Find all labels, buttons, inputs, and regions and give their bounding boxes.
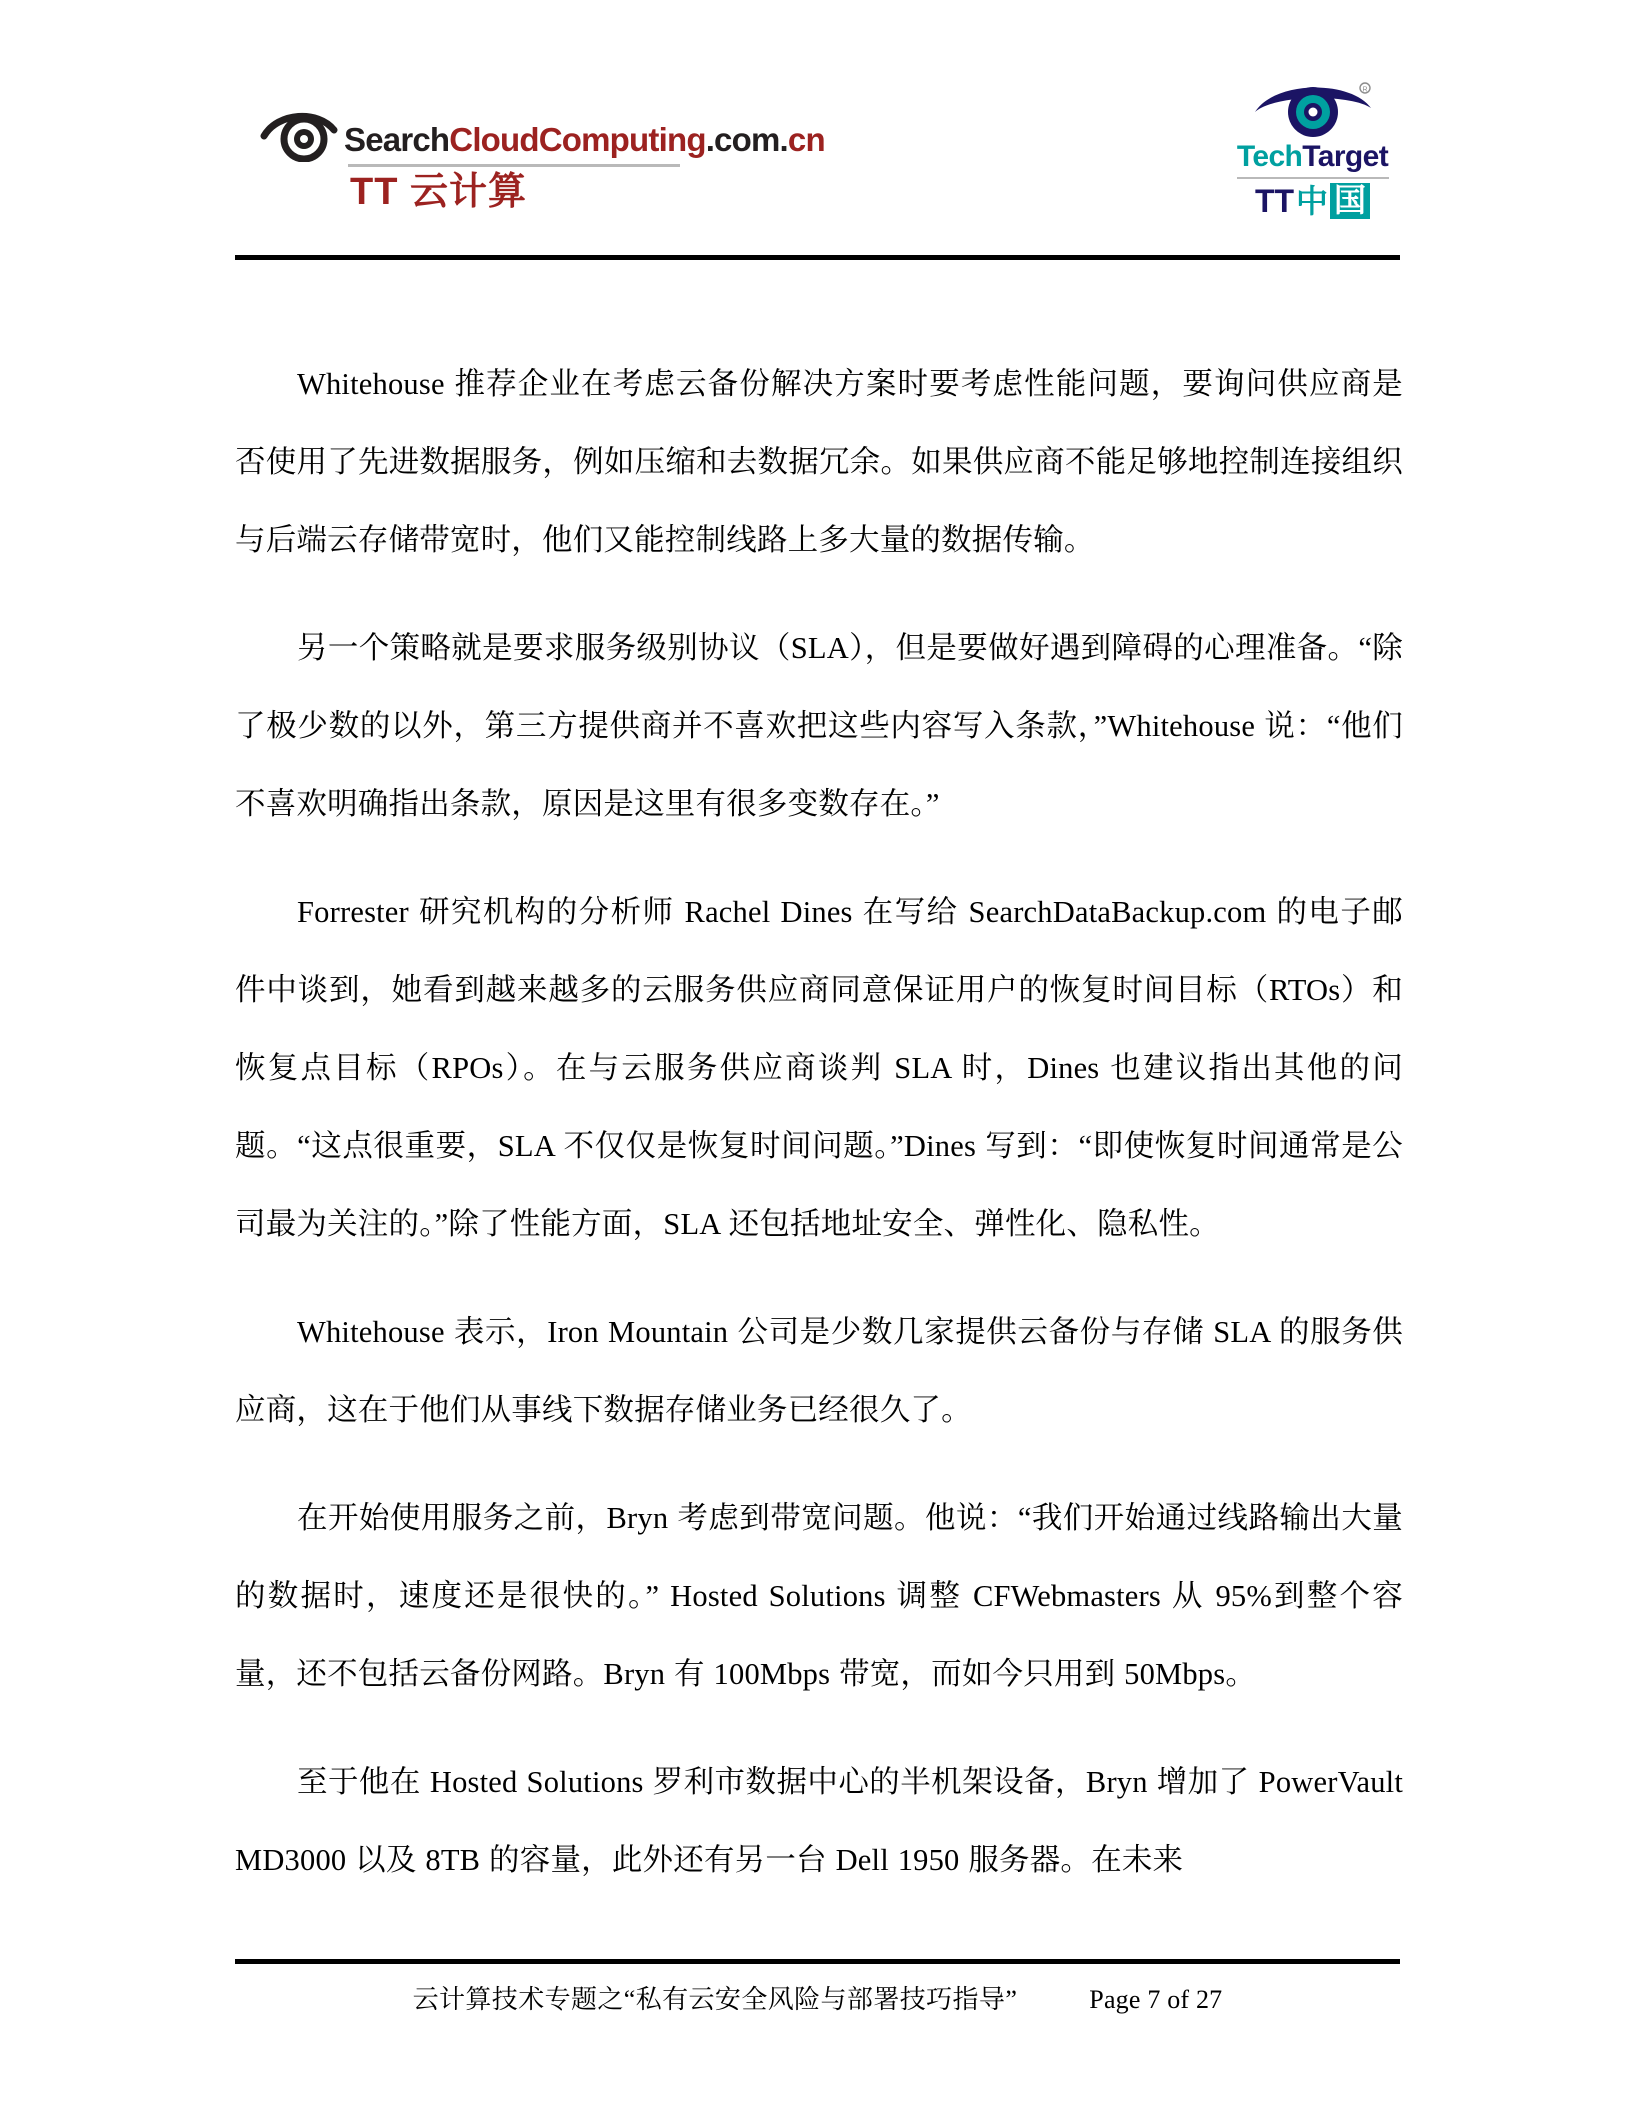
body-paragraph: Forrester 研究机构的分析师 Rachel Dines 在写给 SearchDataBackup.com 的电子邮件中谈到，她看到越来越多的云服务供应商同意保证用户的恢复时间目标（RTOs）和恢复点目标（RPOs）。在与云服务供应商谈判 SLA 时，Dines 也建议指出其他的问题。“这点很重要，SLA 不仅仅是恢复时间问题。”Dines 写到：“即使恢复时间通常是公司最为关注的。”除了性能方面，SLA 还包括地址安全、弹性化、隐私性。 [235, 895, 1403, 1241]
document-body [235, 345, 1403, 1899]
wordmark-target: Target [1302, 140, 1389, 173]
logo-divider [348, 164, 680, 167]
eye-icon [1249, 78, 1377, 140]
logo-wordmark-row [260, 100, 825, 162]
wordmark-cn: cn [787, 121, 825, 158]
wordmark-cloudcomputing: CloudComputing [449, 121, 706, 158]
tt-china-tt: TT [1254, 183, 1295, 219]
searchcloudcomputing-logo [260, 100, 825, 218]
footer-divider-rule [235, 1959, 1400, 1964]
body-paragraph: Whitehouse 表示，Iron Mountain 公司是少数几家提供云备份与存储 SLA 的服务供应商，这在于他们从事线下数据存储业务已经很久了。 [235, 1315, 1403, 1427]
page-header [235, 78, 1400, 218]
wordmark-search: Search [344, 121, 450, 158]
page-number: Page 7 of 27 [1089, 1985, 1223, 2014]
techtarget-divider [1237, 177, 1389, 179]
svg-text:R: R [1361, 86, 1368, 94]
body-paragraph: 至于他在 Hosted Solutions 罗利市数据中心的半机架设备，Bryn 增加了 PowerVault MD3000 以及 8TB 的容量，此外还有另一台 Dell 1950 服务器。在未来 [235, 1765, 1403, 1877]
tt-china-subtitle [1225, 183, 1400, 219]
header-divider-rule [235, 255, 1400, 260]
techtarget-logo [1225, 78, 1400, 226]
tt-china-guo: 国 [1330, 183, 1370, 219]
tt-china-zhong: 中 [1296, 183, 1329, 219]
body-paragraph: 在开始使用服务之前，Bryn 考虑到带宽问题。他说：“我们开始通过线路输出大量的数据时，速度还是很快的。” Hosted Solutions 调整 CFWebmasters 从 95%到整个容量，还不包括云备份网路。Bryn 有 100Mbps 带宽，而如今只用到 50Mbps。 [235, 1501, 1403, 1691]
page-footer [235, 1978, 1400, 2022]
wordmark-tech: Tech [1236, 140, 1303, 173]
logo-subtitle: TT 云计算 [350, 171, 527, 213]
footer-title: 云计算技术专题之“私有云安全风险与部署技巧指导” [412, 1985, 1018, 2014]
body-paragraph: Whitehouse 推荐企业在考虑云备份解决方案时要考虑性能问题，要询问供应商是否使用了先进数据服务，例如压缩和去数据冗余。如果供应商不能足够地控制连接组织与后端云存储带宽时，他们又能控制线路上多大量的数据传输。 [235, 367, 1403, 557]
wordmark-dotcom: .com. [705, 121, 788, 158]
eye-icon [260, 106, 342, 162]
body-paragraph: 另一个策略就是要求服务级别协议（SLA），但是要做好遇到障碍的心理准备。“除了极少数的以外，第三方提供商并不喜欢把这些内容写入条款，”Whitehouse 说：“他们不喜欢明确指出条款，原因是这里有很多变数存在。” [235, 631, 1403, 821]
techtarget-wordmark [1225, 142, 1400, 172]
logo-wordmark [344, 123, 825, 162]
